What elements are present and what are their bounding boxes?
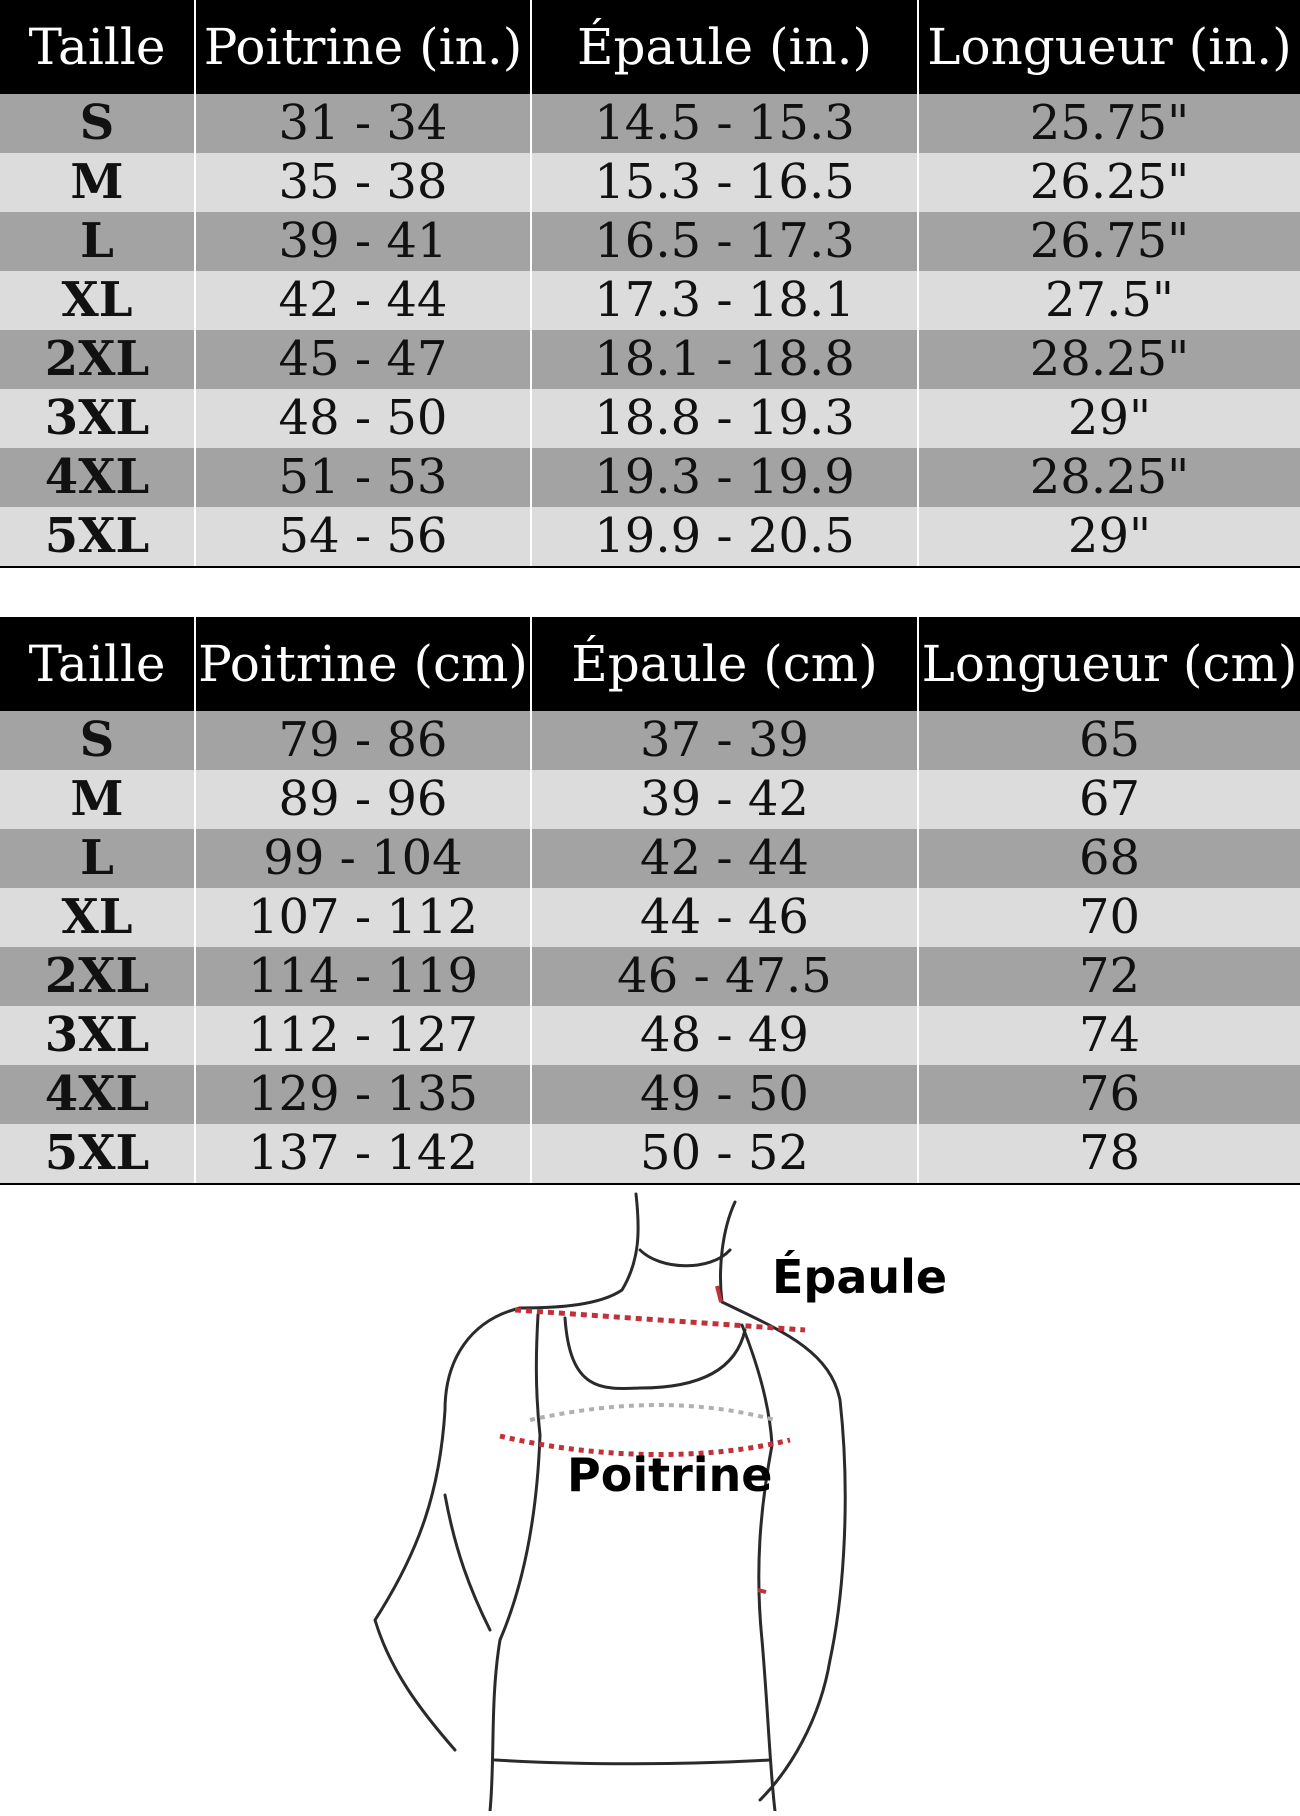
size-table-cm [0, 617, 1300, 1185]
shoulder-cell: 19.9 - 20.5 [531, 507, 918, 567]
shoulder-cell: 49 - 50 [531, 1065, 918, 1124]
chest-cell: 51 - 53 [195, 448, 531, 507]
table-row [0, 448, 1300, 507]
shorts-line [495, 1760, 770, 1764]
table-row [0, 1006, 1300, 1065]
length-cell: 67 [918, 770, 1300, 829]
shoulder-cell: 18.1 - 18.8 [531, 330, 918, 389]
size-cell: S [0, 711, 195, 770]
size-cell: XL [0, 888, 195, 947]
left-torso-side [490, 1435, 540, 1811]
size-cell: L [0, 829, 195, 888]
chest-cell: 79 - 86 [195, 711, 531, 770]
length-cell: 68 [918, 829, 1300, 888]
size-cell: 3XL [0, 389, 195, 448]
table-header-row [0, 617, 1300, 711]
right-strap [742, 1325, 772, 1445]
header-size: Taille [0, 617, 195, 711]
table-row [0, 212, 1300, 271]
length-cell: 25.75" [918, 94, 1300, 153]
size-cell: 2XL [0, 330, 195, 389]
size-cell: 5XL [0, 507, 195, 567]
neck-left-line [520, 1194, 638, 1308]
chest-cell: 42 - 44 [195, 271, 531, 330]
size-cell: M [0, 153, 195, 212]
length-cell: 27.5" [918, 271, 1300, 330]
size-cell: M [0, 770, 195, 829]
table-row [0, 888, 1300, 947]
table-header-row [0, 0, 1300, 94]
length-cell: 29" [918, 507, 1300, 567]
shoulder-cell: 42 - 44 [531, 829, 918, 888]
length-cell: 78 [918, 1124, 1300, 1184]
shoulder-cell: 15.3 - 16.5 [531, 153, 918, 212]
table-row [0, 94, 1300, 153]
length-cell: 26.25" [918, 153, 1300, 212]
length-cell: 28.25" [918, 448, 1300, 507]
table-row [0, 770, 1300, 829]
shoulder-cell: 46 - 47.5 [531, 947, 918, 1006]
chest-cell: 112 - 127 [195, 1006, 531, 1065]
header-shoulder: Épaule (in.) [531, 0, 918, 94]
shoulder-cell: 19.3 - 19.9 [531, 448, 918, 507]
table-row [0, 711, 1300, 770]
chest-cell: 99 - 104 [195, 829, 531, 888]
table-row [0, 271, 1300, 330]
chest-cell: 31 - 34 [195, 94, 531, 153]
table-row [0, 947, 1300, 1006]
right-shoulder-arm [722, 1302, 845, 1800]
measurement-figure [0, 1190, 1300, 1811]
shoulder-cell: 50 - 52 [531, 1124, 918, 1184]
table-row [0, 507, 1300, 567]
shoulder-cell: 44 - 46 [531, 888, 918, 947]
table-row [0, 153, 1300, 212]
table-row [0, 330, 1300, 389]
tank-neckline [565, 1318, 745, 1389]
size-cell: 2XL [0, 947, 195, 1006]
length-cell: 26.75" [918, 212, 1300, 271]
size-cell: XL [0, 271, 195, 330]
header-chest: Poitrine (cm) [195, 617, 531, 711]
chest-cell: 35 - 38 [195, 153, 531, 212]
size-cell: S [0, 94, 195, 153]
chest-cell: 129 - 135 [195, 1065, 531, 1124]
left-strap [536, 1315, 540, 1435]
length-cell: 76 [918, 1065, 1300, 1124]
shoulder-cell: 16.5 - 17.3 [531, 212, 918, 271]
header-chest: Poitrine (in.) [195, 0, 531, 94]
length-cell: 72 [918, 947, 1300, 1006]
length-cell: 70 [918, 888, 1300, 947]
shoulder-cell: 14.5 - 15.3 [531, 94, 918, 153]
size-cell: 5XL [0, 1124, 195, 1184]
chest-cell: 114 - 119 [195, 947, 531, 1006]
length-cell: 29" [918, 389, 1300, 448]
shoulder-cell: 18.8 - 19.3 [531, 389, 918, 448]
size-cell: L [0, 212, 195, 271]
size-cell: 3XL [0, 1006, 195, 1065]
length-cell: 74 [918, 1006, 1300, 1065]
shoulder-cell: 37 - 39 [531, 711, 918, 770]
table-row [0, 829, 1300, 888]
shoulder-cell: 48 - 49 [531, 1006, 918, 1065]
chest-cell: 137 - 142 [195, 1124, 531, 1184]
chest-label: Poitrine [567, 1448, 773, 1502]
left-inner-arm [445, 1495, 490, 1630]
table-row [0, 1065, 1300, 1124]
neck-curve [640, 1250, 730, 1266]
chest-cell: 89 - 96 [195, 770, 531, 829]
header-size: Taille [0, 0, 195, 94]
chest-measure-back-line [530, 1405, 775, 1420]
header-length: Longueur (in.) [918, 0, 1300, 94]
shoulder-label: Épaule [772, 1250, 948, 1304]
shoulder-cell: 17.3 - 18.1 [531, 271, 918, 330]
table-row [0, 389, 1300, 448]
chest-cell: 54 - 56 [195, 507, 531, 567]
length-cell: 65 [918, 711, 1300, 770]
table-row [0, 1124, 1300, 1184]
size-cell: 4XL [0, 448, 195, 507]
left-shoulder-arm [375, 1308, 520, 1750]
header-length: Longueur (cm) [918, 617, 1300, 711]
chest-cell: 39 - 41 [195, 212, 531, 271]
size-table-inches [0, 0, 1300, 568]
shoulder-cell: 39 - 42 [531, 770, 918, 829]
size-cell: 4XL [0, 1065, 195, 1124]
length-cell: 28.25" [918, 330, 1300, 389]
chest-cell: 45 - 47 [195, 330, 531, 389]
chest-cell: 48 - 50 [195, 389, 531, 448]
header-shoulder: Épaule (cm) [531, 617, 918, 711]
waist-tick [758, 1590, 766, 1592]
chest-cell: 107 - 112 [195, 888, 531, 947]
